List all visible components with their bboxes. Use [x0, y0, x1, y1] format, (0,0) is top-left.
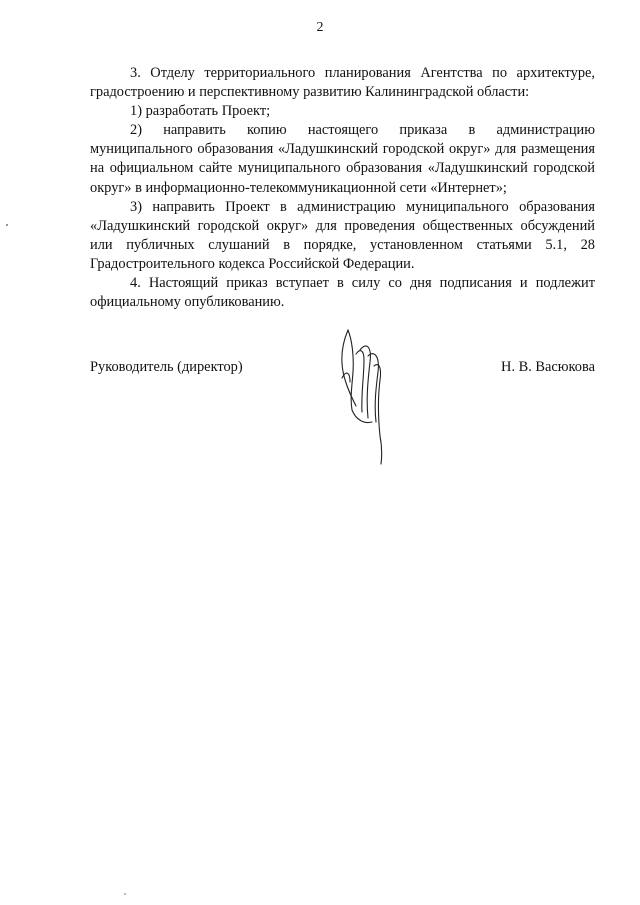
document-body — [90, 64, 595, 312]
scan-speck — [6, 224, 8, 226]
paragraph-item-4: 4. Настоящий приказ вступает в силу со дня подписания и подлежит официальному опубликованию. — [90, 275, 595, 311]
paragraph-subitem-1: 1) разработать Проект; — [130, 103, 271, 120]
handwritten-signature — [334, 326, 394, 468]
scan-speck — [124, 893, 126, 895]
signatory-title: Руководитель (директор) — [90, 359, 243, 375]
paragraph-subitem-2: 2) направить копию настоящего приказа в администрацию муниципального образования «Ладушкинский городской округ» для размещения на официальном сайте муниципального образования «Ладушкинский городской округ» в информационно-телекоммуникационной сети «Интернет»; — [90, 122, 595, 196]
paragraph-item-3: 3. Отделу территориального планирования Агентства по архитектуре, градостроению и перспективному развитию Калининградской области: — [90, 65, 595, 101]
paragraph-subitem-3: 3) направить Проект в администрацию муниципального образования «Ладушкинский городской округ» для проведения общественных обсуждений или публичных слушаний в порядке, установленном статьями 5.1, 28 Градостроительного кодекса Российской Федерации. — [90, 198, 595, 272]
page-number: 2 — [316, 20, 324, 35]
signatory-name: Н. В. Васюкова — [501, 359, 595, 375]
